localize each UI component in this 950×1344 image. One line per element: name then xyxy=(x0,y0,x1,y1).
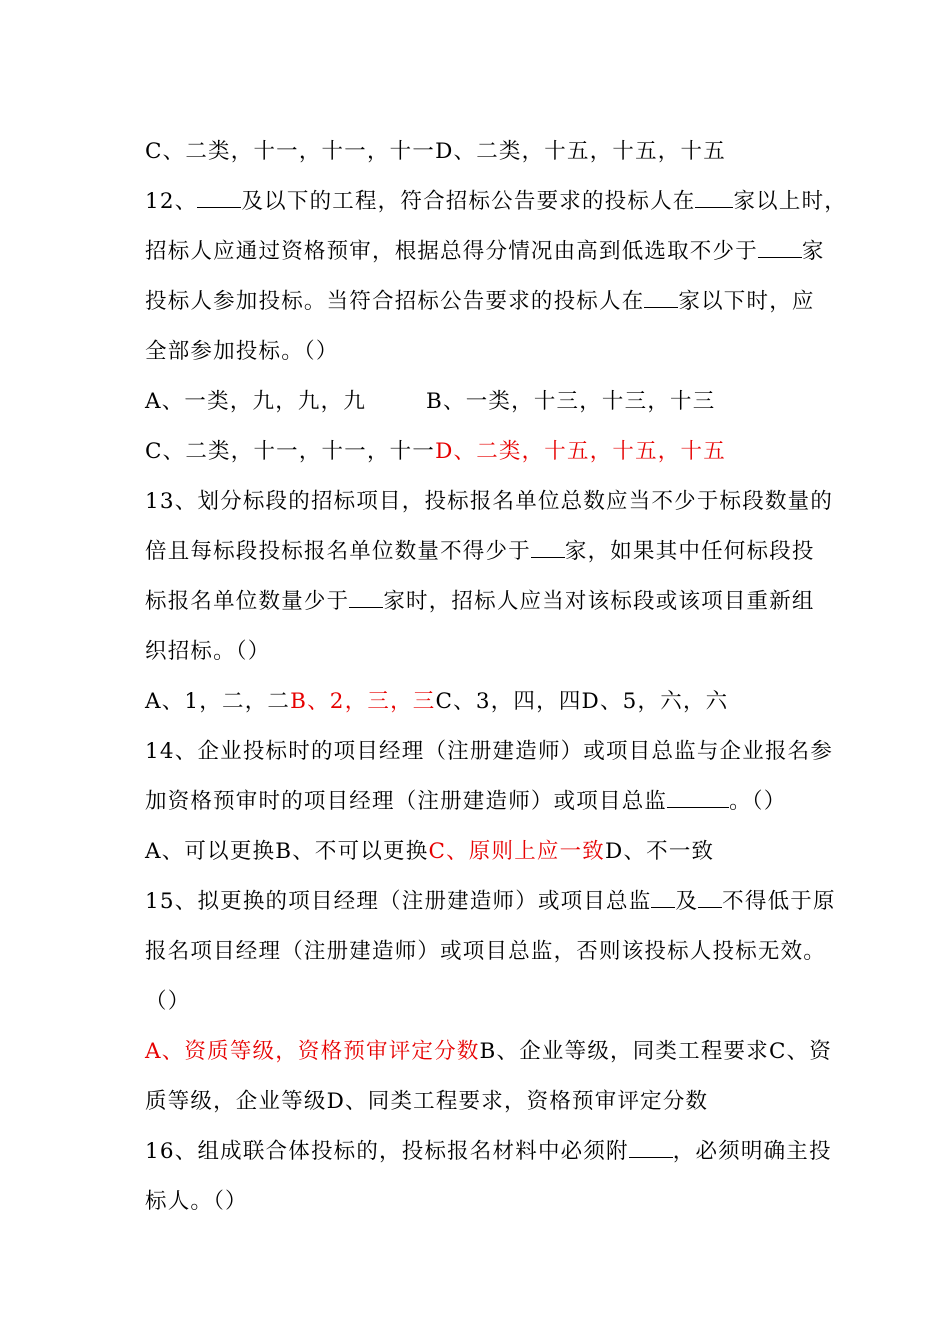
q13-option-c: C、3，四，四 xyxy=(435,689,582,714)
q11-options-cd xyxy=(145,137,835,167)
q15-line-1 xyxy=(145,887,835,917)
q15-line-3 xyxy=(145,987,835,1017)
question-text: 家以上时， xyxy=(733,189,847,214)
q13-option-b-answer: B、2，三，三 xyxy=(290,689,436,714)
question-text: 全部参加投标。（） xyxy=(145,339,339,364)
question-text: 织招标。（） xyxy=(145,639,271,664)
q12-line-3 xyxy=(145,287,835,317)
question-text: （） xyxy=(145,989,191,1014)
answer-blank xyxy=(651,887,675,908)
q13-line-3 xyxy=(145,587,835,617)
question-text: 标人。（） xyxy=(145,1189,248,1214)
q15-options-line-2 xyxy=(145,1087,835,1117)
q15-option-c-start: C、资 xyxy=(768,1039,832,1064)
question-text: 及 xyxy=(675,889,699,914)
question-text: 家，如果其中任何标段投 xyxy=(564,539,815,564)
answer-blank xyxy=(349,587,383,608)
q12-line-4 xyxy=(145,337,835,367)
answer-blank xyxy=(758,237,802,258)
q14-line-1 xyxy=(145,737,835,767)
q14-line-2 xyxy=(145,787,835,817)
question-text: 家 xyxy=(801,239,825,264)
answer-blank xyxy=(629,1137,673,1158)
q15-option-a-answer: A、资质等级，资格预审评定分数 xyxy=(145,1039,480,1064)
question-text: 13、划分标段的招标项目，投标报名单位总数应当不少于标段数量的 xyxy=(145,489,834,514)
question-text: 报名项目经理（注册建造师）或项目总监，否则该投标人投标无效。 xyxy=(145,939,827,964)
q15-options-line-1 xyxy=(145,1037,835,1067)
question-text: 投标人参加投标。当符合招标公告要求的投标人在 xyxy=(145,289,645,314)
q12-option-c: C、二类，十一，十一，十一 xyxy=(145,439,436,464)
q12-options-ab xyxy=(145,387,835,417)
q13-line-4 xyxy=(145,637,835,667)
q13-line-1 xyxy=(145,487,835,517)
q13-option-d: D、5，六，六 xyxy=(581,689,729,714)
question-text: 加资格预审时的项目经理（注册建造师）或项目总监 xyxy=(145,789,668,814)
question-text: 家以下时，应 xyxy=(678,289,815,314)
q13-options xyxy=(145,687,835,717)
question-text: 招标人应通过资格预审，根据总得分情况由高到低选取不少于 xyxy=(145,239,758,264)
answer-blank xyxy=(644,287,678,308)
q14-options xyxy=(145,837,835,867)
q13-option-a: A、1，二，二 xyxy=(145,689,291,714)
answer-blank xyxy=(667,787,729,808)
q12-option-b: B、一类，十三，十三，十三 xyxy=(426,389,716,414)
q14-option-d: D、不一致 xyxy=(605,839,715,864)
question-text: 家时，招标人应当对该标段或该项目重新组 xyxy=(383,589,815,614)
question-number: 12、 xyxy=(145,189,198,214)
q14-option-b: B、不可以更换 xyxy=(275,839,429,864)
q13-line-2 xyxy=(145,537,835,567)
answer-blank xyxy=(695,187,733,208)
q15-option-c-end: 质等级，企业等级 xyxy=(145,1089,327,1114)
question-text: 14、企业投标时的项目经理（注册建造师）或项目总监与企业报名参 xyxy=(145,739,834,764)
q14-option-a: A、可以更换 xyxy=(145,839,276,864)
q11-option-c: C、二类，十一，十一，十一 xyxy=(145,139,436,164)
question-text: 。（） xyxy=(729,789,787,814)
q15-line-2 xyxy=(145,937,835,967)
q16-line-1 xyxy=(145,1137,835,1167)
answer-blank xyxy=(531,537,565,558)
question-text: 及以下的工程，符合招标公告要求的投标人在 xyxy=(241,189,696,214)
q11-option-d: D、二类，十五，十五，十五 xyxy=(435,139,726,164)
q16-line-2 xyxy=(145,1187,835,1217)
question-text: 16、组成联合体投标的，投标报名材料中必须附 xyxy=(145,1139,629,1164)
question-text: 倍且每标段投标报名单位数量不得少于 xyxy=(145,539,531,564)
answer-blank xyxy=(698,887,722,908)
question-text: 15、拟更换的项目经理（注册建造师）或项目总监 xyxy=(145,889,652,914)
question-text: ，必须明确主投 xyxy=(672,1139,832,1164)
q12-line-2 xyxy=(145,237,835,267)
q12-options-cd xyxy=(145,437,835,467)
question-text: 不得低于原 xyxy=(722,889,836,914)
answer-blank xyxy=(197,187,241,208)
q12-line-1 xyxy=(145,187,847,217)
q15-option-d: D、同类工程要求，资格预审评定分数 xyxy=(326,1089,709,1114)
q14-option-c-answer: C、原则上应一致 xyxy=(428,839,605,864)
q15-option-b: B、企业等级，同类工程要求 xyxy=(479,1039,769,1064)
q12-option-a: A、一类，九，九，九 xyxy=(145,389,367,414)
question-text: 标报名单位数量少于 xyxy=(145,589,350,614)
q12-option-d-answer: D、二类，十五，十五，十五 xyxy=(435,439,726,464)
